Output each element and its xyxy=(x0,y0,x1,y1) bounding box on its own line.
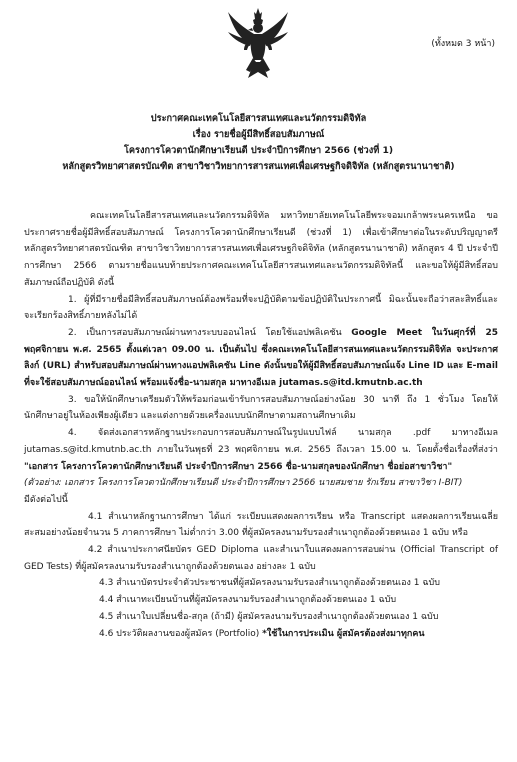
header-line-4: หลักสูตรวิทยาศาสตรบัณฑิต สาขาวิชาวิทยาการสารสนเทศเพื่อเศรษฐกิจดิจิทัล (หลักสูตรนานาชาติ) xyxy=(62,161,455,172)
item-2 xyxy=(24,325,498,392)
page-count: (ทั้งหมด 3 หน้า) xyxy=(431,39,495,49)
item-4-3: 4.3 สำเนาบัตรประจำตัวประชาชนที่ผู้สมัครลงนามรับรองสำเนาถูกต้องด้วยตนเอง 1 ฉบับ xyxy=(99,578,440,589)
item-4-bold: "เอกสาร โครงการโควตานักศึกษาเรียนดี ประจำปีการศึกษา 2566 ชื่อ-นามสกุลของนักศึกษา ชื่อย่อสาขาวิชา" xyxy=(24,461,453,472)
item-1: 1. ผู้ที่มีรายชื่อมีสิทธิ์สอบสัมภาษณ์ต้องพร้อมที่จะปฏิบัติตามข้อปฏิบัติในประกาศนี้ มิฉะนั้นจะถือว่าสละสิทธิ์และจะเรียกร้องสิทธิ์ภายหลังไม่ได้ xyxy=(24,294,498,322)
header-line-1: ประกาศคณะเทคโนโลยีสารสนเทศและนวัตกรรมดิจิทัล xyxy=(150,113,367,124)
item-4-2: 4.2 สำเนาประกาศนียบัตร GED Diploma และสำเนาใบแสดงผลการสอบผ่าน (Official Transcript of GED Tests) ที่ผู้สมัครลงนามรับรองสำเนาถูกต้องด้วยตนเอง อย่างละ 1 ฉบับ xyxy=(24,545,498,572)
item-4-4: 4.4 สำเนาทะเบียนบ้านที่ผู้สมัครลงนามรับรองสำเนาถูกต้องด้วยตนเอง 1 ฉบับ xyxy=(99,595,397,606)
header-line-3: โครงการโควตานักศึกษาเรียนดี ประจำปีการศึกษา 2566 (ช่วงที่ 1) xyxy=(123,145,394,156)
item-2-bold: Google Meet ในวันศุกร์ที่ 25 พฤศจิกายน พ.ศ. 2565 ตั้งแต่เวลา 09.00 น. เป็นต้นไป ซึ่งคณะเทคโนโลยีสารสนเทศและนวัตกรรมดิจิทัล จะประกาศลิงก์ (URL) สำหรับสอบสัมภาษณ์ผ่านทางแอปพลิเคชัน Line ดังนั้นขอให้ผู้มีสิทธิ์สอบสัมภาษณ์แจ้ง Line ID และ E-mail ที่จะใช้สอบสัมภาษณ์ออนไลน์ พร้อมแจ้งชื่อ-นามสกุล มาทางอีเมล jutamas.s@itd.kmutnb.ac.th xyxy=(24,327,498,389)
item-3: 3. ขอให้นักศึกษาเตรียมตัวให้พร้อมก่อนเข้ารับการสอบสัมภาษณ์อย่างน้อย 30 นาที ถึง 1 ชั่วโมง โดยให้นักศึกษาอยู่ในห้องเพียงผู้เดียว และแต่งกายด้วยเครื่องแบบนักศึกษาตามสถานศึกษาเดิม xyxy=(24,394,498,422)
list-intro: มีดังต่อไปนี้ xyxy=(24,494,68,505)
example-text: (ตัวอย่าง: เอกสาร โครงการโควตานักศึกษาเรียนดี ประจำปีการศึกษา 2566 นายสมชาย รักเรียน สาขาวิชา I-BIT) xyxy=(24,478,463,489)
item-4-5: 4.5 สำเนาใบเปลี่ยนชื่อ-สกุล (ถ้ามี) ผู้สมัครลงนามรับรองสำเนาถูกต้องด้วยตนเอง 1 ฉบับ xyxy=(99,611,439,622)
item-4-6-bold: *ใช้ในการประเมิน ผู้สมัครต้องส่งมาทุกคน xyxy=(262,628,425,639)
item-4 xyxy=(24,425,498,475)
item-4-text: 4. จัดส่งเอกสารหลักฐานประกอบการสอบสัมภาษณ์ในรูปแบบไฟล์ นามสกุล .pdf มาทางอีเมล jutamas.s@itd.kmutnb.ac.th ภายในวันพุธที่ 23 พฤศจิกายน พ.ศ. 2565 ถึงเวลา 15.00 น. โดยตั้งชื่อเรื่องที่ส่งว่า xyxy=(24,428,498,455)
item-4-6 xyxy=(24,626,498,643)
garuda-emblem-icon xyxy=(226,6,290,80)
example-note xyxy=(24,475,498,492)
intro-paragraph: คณะเทคโนโลยีสารสนเทศและนวัตกรรมดิจิทัล มหาวิทยาลัยเทคโนโลยีพระจอมเกล้าพระนครเหนือ ขอประกาศรายชื่อผู้มีสิทธิ์สอบสัมภาษณ์ โครงการโควตานักศึกษาเรียนดี (ช่วงที่ 1) เพื่อเข้าศึกษาต่อในระดับปริญญาตรี หลักสูตรวิทยาศาสตรบัณฑิต สาขาวิชาวิทยาการสารสนเทศเพื่อเศรษฐกิจดิจิทัล (หลักสูตรนานาชาติ) หลักสูตร 4 ปี ประจำปีการศึกษา 2566 ตามรายชื่อแนบท้ายประกาศคณะเทคโนโลยีสารสนเทศและนวัตกรรมดิจิทัลนี้ และขอให้ผู้มีสิทธิ์สอบสัมภาษณ์ถือปฏิบัติ ดังนี้ xyxy=(24,211,498,288)
announcement-body xyxy=(24,208,498,642)
item-4-6-text: 4.6 ประวัติผลงานของผู้สมัคร (Portfolio) xyxy=(99,628,263,639)
header-line-2: เรื่อง รายชื่อผู้มีสิทธิ์สอบสัมภาษณ์ xyxy=(192,129,325,140)
announcement-header xyxy=(0,111,517,175)
item-2-text: 2. เป็นการสอบสัมภาษณ์ผ่านทางระบบออนไลน์ โดยใช้แอปพลิเคชัน xyxy=(68,327,352,338)
item-4-1: 4.1 สำเนาหลักฐานการศึกษา ได้แก่ ระเบียบแสดงผลการเรียน หรือ Transcript แสดงผลการเรียนเฉลี่ยสะสมอย่างน้อยจำนวน 5 ภาคการศึกษา ไม่ต่ำกว่า 3.00 ที่ผู้สมัครลงนามรับรองสำเนาถูกต้องด้วยตนเอง 1 ฉบับ หรือ xyxy=(24,511,498,539)
